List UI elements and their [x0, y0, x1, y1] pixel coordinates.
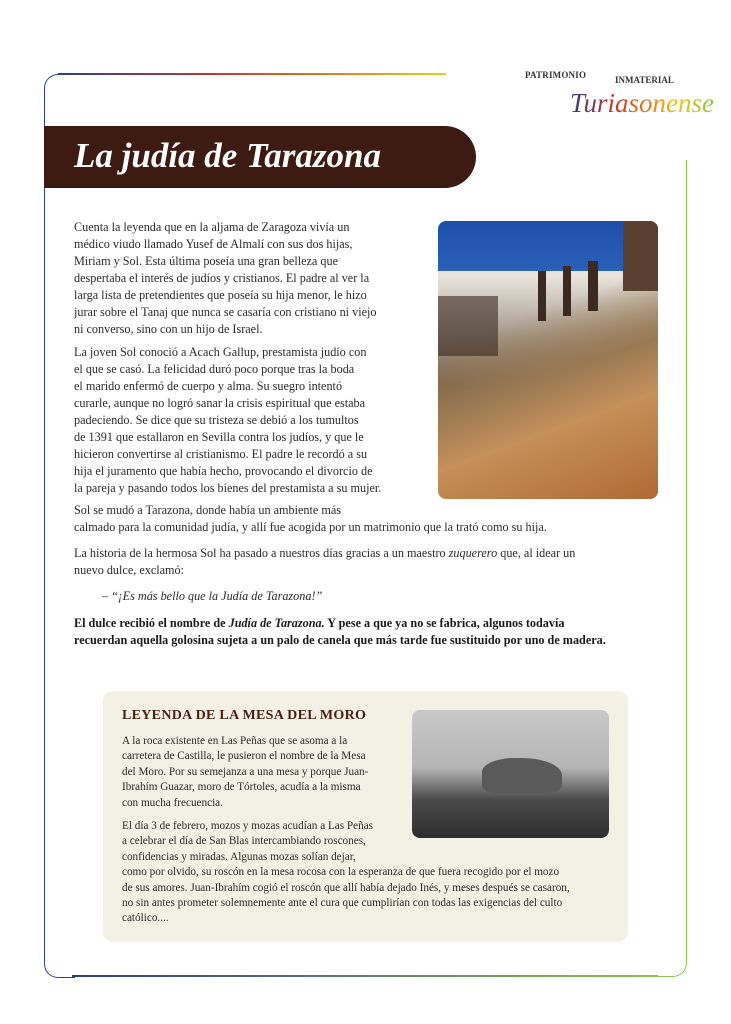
page-frame-right: [656, 160, 687, 977]
mesa-del-moro-photo: [412, 710, 609, 838]
closing-italic: Judía de Tarazona.: [228, 616, 325, 630]
sidebar-heading: LEYENDA DE LA MESA DEL MORO: [122, 708, 367, 723]
page-frame-top: [58, 73, 446, 75]
page-title: La judía de Tarazona: [74, 136, 381, 175]
paragraph-4-rest: que, al idear un nuevo dulce, exclamó:: [74, 546, 576, 577]
closing-rest: Y pese a que ya no se fabrica, algunos todavía recuerdan aquella golosina sujeta a un palo de canela que más tarde fue sustituido por uno de madera.: [74, 616, 606, 647]
paragraph-3: Sol se mudó a Tarazona, donde había un ambiente más calmado para la comunidad judía, y allí fue acogida por un matrimonio que la trató como su hija.: [74, 503, 547, 534]
paragraph-2: La joven Sol conoció a Acach Gallup, prestamista judío con el que se casó. La felicidad duró poco porque tras la boda el marido enfermó de cuerpo y alma. Su suegro intentó curarle, aunque no logró sanar la crisis espiritual que estaba padeciendo. Se dice que su tristeza se debió a los tumultos de 1391 que estallaron en Sevilla contra los judíos, y que le hicieron convertirse al cristianismo. El padre le recordó a su hija el juramento que había hecho, provocando el divorcio de la pareja y pasando todos los bienes del prestamista a su mujer.: [74, 345, 382, 495]
logo: [520, 68, 715, 122]
page-frame-bottom: [72, 975, 658, 977]
paragraph-4-text: La historia de la hermosa Sol ha pasado a nuestros días gracias a un maestro: [74, 546, 449, 560]
logo-line2: INMATERIAL: [615, 75, 674, 85]
quote: – “¡Es más bello que la Judía de Tarazona!”: [102, 589, 323, 603]
title-banner: [44, 126, 476, 188]
logo-line1: PATRIMONIO: [525, 70, 587, 80]
sidebar-paragraph-2: El día 3 de febrero, mozos y mozas acudían a Las Peñas a celebrar el día de San Blas intercambiando roscones, confidencias y miradas. Algunas mozas solían dejar, como por olvido, su roscón en la mesa rocosa con la esperanza de que fuera recogido por el mozo de sus amores. Juan-Ibrahím cogió el roscón que allí había dejado Inés, y meses después se casaron, no sin antes prometer solemnemente ante el cura que cumplirían con todas las exigencias del culto católico....: [122, 820, 570, 925]
logo-line3: Turiasonense: [570, 88, 715, 118]
tarazona-houses-photo: [438, 221, 658, 499]
closing-text: El dulce recibió el nombre de: [74, 616, 229, 630]
paragraph-4: [74, 545, 575, 579]
paragraph-1: Cuenta la leyenda que en la aljama de Zaragoza vivía un médico viudo llamado Yusef de Almalí con sus dos hijas, Miriam y Sol. Esta última poseía una gran belleza que despertaba el interés de judíos y cristianos. El padre al ver la larga lista de pretendientes que poseía su hija menor, le hizo jurar sobre el Tanaj que nunca se casaría con cristiano ni viejo ni converso, sino con un hijo de Israel.: [74, 220, 377, 336]
paragraph-4-italic: zuquerero: [448, 546, 498, 560]
sidebar-paragraph-1: A la roca existente en Las Peñas que se asoma a la carretera de Castilla, le pusieron el nombre de la Mesa del Moro. Por su semejanza a una mesa y porque Juan- Ibrahím Guazar, moro de Tórtoles, acudía a la misma con mucha frecuencia.: [122, 735, 369, 809]
sidebar-box: [103, 691, 628, 942]
closing-paragraph: [74, 615, 606, 649]
page-frame-left: [44, 74, 75, 978]
